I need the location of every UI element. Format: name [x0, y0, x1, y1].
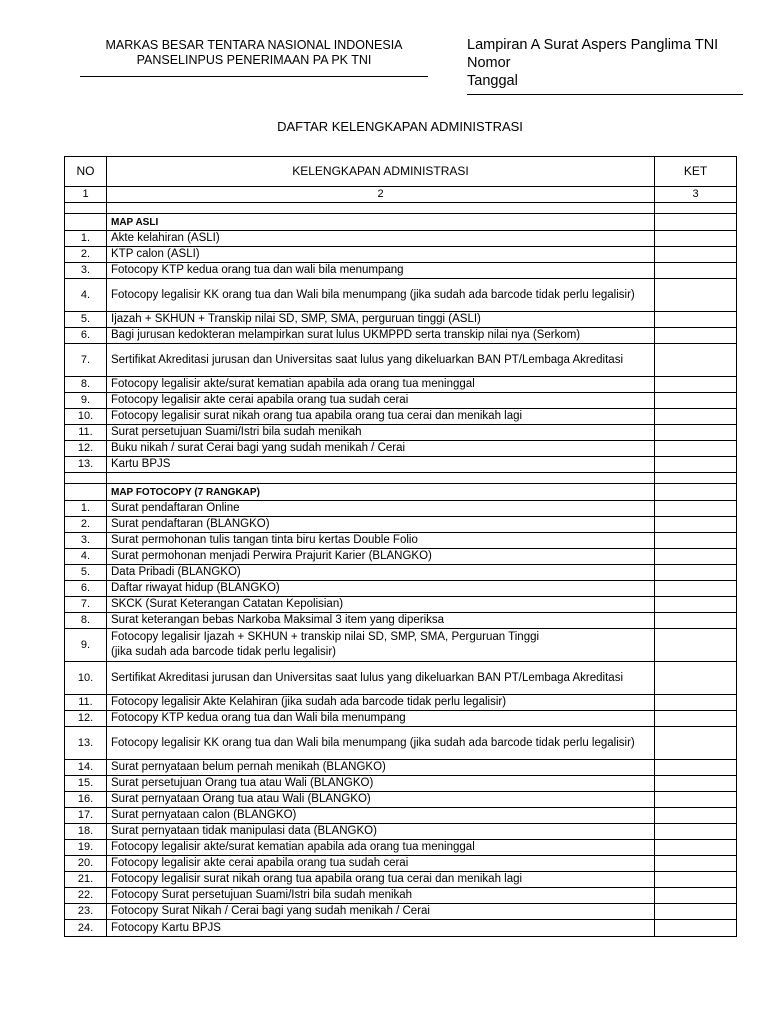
table-row	[65, 792, 737, 808]
row-ket[interactable]	[655, 328, 737, 344]
row-ket[interactable]	[655, 263, 737, 279]
row-ket[interactable]	[655, 727, 737, 760]
row-ket[interactable]	[655, 533, 737, 549]
row-number: 24.	[65, 920, 107, 937]
row-number: 8.	[65, 377, 107, 393]
table-row	[65, 425, 737, 441]
row-number: 3.	[65, 533, 107, 549]
row-ket[interactable]	[655, 581, 737, 597]
row-ket[interactable]	[655, 808, 737, 824]
table-row	[65, 629, 737, 662]
attachment-label: Lampiran A Surat Aspers Panglima TNI	[467, 37, 719, 53]
row-ket[interactable]	[655, 409, 737, 425]
section-title: MAP FOTOCOPY (7 RANGKAP)	[107, 484, 655, 501]
row-ket[interactable]	[655, 613, 737, 629]
row-number: 7.	[65, 597, 107, 613]
row-text: Surat pendaftaran (BLANGKO)	[107, 517, 655, 533]
table-row	[65, 549, 737, 565]
row-ket[interactable]	[655, 377, 737, 393]
table-row	[65, 393, 737, 409]
index-ket: 3	[655, 187, 737, 203]
row-text: Surat pernyataan belum pernah menikah (BLANGKO)	[107, 760, 655, 776]
table-row	[65, 581, 737, 597]
org-underline	[80, 76, 428, 77]
row-number: 17.	[65, 808, 107, 824]
row-number: 4.	[65, 549, 107, 565]
table-header-row	[65, 157, 737, 187]
row-text: Surat permohonan tulis tangan tinta biru kertas Double Folio	[107, 533, 655, 549]
row-ket[interactable]	[655, 711, 737, 727]
row-text: Fotocopy KTP kedua orang tua dan wali bila menumpang	[107, 263, 655, 279]
row-text: Fotocopy legalisir KK orang tua dan Wali bila menumpang (jika sudah ada barcode tidak perlu legalisir)	[107, 279, 655, 312]
row-text: Surat keterangan bebas Narkoba Maksimal 3 item yang diperiksa	[107, 613, 655, 629]
table-row	[65, 904, 737, 920]
row-number: 18.	[65, 824, 107, 840]
row-number: 23.	[65, 904, 107, 920]
index-item: 2	[107, 187, 655, 203]
row-text: Surat pernyataan Orang tua atau Wali (BLANGKO)	[107, 792, 655, 808]
row-number: 9.	[65, 393, 107, 409]
row-number: 21.	[65, 872, 107, 888]
spacer-row	[65, 473, 737, 484]
row-number: 6.	[65, 328, 107, 344]
row-number: 1.	[65, 231, 107, 247]
row-ket[interactable]	[655, 792, 737, 808]
row-ket[interactable]	[655, 231, 737, 247]
row-number: 7.	[65, 344, 107, 377]
row-number: 14.	[65, 760, 107, 776]
row-text: Surat persetujuan Orang tua atau Wali (BLANGKO)	[107, 776, 655, 792]
row-text: Data Pribadi (BLANGKO)	[107, 565, 655, 581]
row-text: Fotocopy legalisir surat nikah orang tua apabila orang tua cerai dan menikah lagi	[107, 872, 655, 888]
table-row	[65, 824, 737, 840]
table-row	[65, 517, 737, 533]
table-row	[65, 501, 737, 517]
index-no: 1	[65, 187, 107, 203]
table-row	[65, 565, 737, 581]
table-index-row	[65, 187, 737, 203]
table-row	[65, 888, 737, 904]
row-ket[interactable]	[655, 425, 737, 441]
row-number: 6.	[65, 581, 107, 597]
row-number: 2.	[65, 247, 107, 263]
row-text	[107, 629, 655, 662]
table-row	[65, 776, 737, 792]
table-row	[65, 377, 737, 393]
row-number: 1.	[65, 501, 107, 517]
row-number: 5.	[65, 312, 107, 328]
row-ket[interactable]	[655, 517, 737, 533]
row-ket[interactable]	[655, 840, 737, 856]
table-row	[65, 808, 737, 824]
row-number: 11.	[65, 425, 107, 441]
header-no: NO	[65, 157, 107, 187]
row-ket[interactable]	[655, 920, 737, 937]
table-row	[65, 727, 737, 760]
header-item: KELENGKAPAN ADMINISTRASI	[107, 157, 655, 187]
table-row	[65, 344, 737, 377]
row-text: Fotocopy legalisir akte/surat kematian apabila ada orang tua meninggal	[107, 377, 655, 393]
table-row	[65, 457, 737, 473]
row-ket[interactable]	[655, 888, 737, 904]
row-text: Surat permohonan menjadi Perwira Prajurit Karier (BLANGKO)	[107, 549, 655, 565]
table-row	[65, 695, 737, 711]
row-text-line-2: (jika sudah ada barcode tidak perlu legalisir)	[111, 646, 337, 658]
row-text: Sertifikat Akreditasi jurusan dan Universitas saat lulus yang dikeluarkan BAN PT/Lembaga Akreditasi	[107, 662, 655, 695]
row-text: Daftar riwayat hidup (BLANGKO)	[107, 581, 655, 597]
document-title: DAFTAR KELENGKAPAN ADMINISTRASI	[277, 119, 523, 134]
row-ket[interactable]	[655, 872, 737, 888]
section-title: MAP ASLI	[107, 214, 655, 231]
row-text: Fotocopy KTP kedua orang tua dan Wali bila menumpang	[107, 711, 655, 727]
row-text: Sertifikat Akreditasi jurusan dan Universitas saat lulus yang dikeluarkan BAN PT/Lembaga Akreditasi	[107, 344, 655, 377]
row-ket[interactable]	[655, 695, 737, 711]
row-ket[interactable]	[655, 247, 737, 263]
row-text-line-1: Fotocopy legalisir Ijazah + SKHUN + transkip nilai SD, SMP, SMA, Perguruan Tinggi	[111, 631, 540, 643]
row-text: KTP calon (ASLI)	[107, 247, 655, 263]
row-number: 16.	[65, 792, 107, 808]
row-number: 10.	[65, 662, 107, 695]
table-row	[65, 597, 737, 613]
table-row	[65, 328, 737, 344]
row-number: 3.	[65, 263, 107, 279]
table-row	[65, 441, 737, 457]
nomor-label: Nomor	[467, 55, 511, 71]
row-text: Bagi jurusan kedokteran melampirkan surat lulus UKMPPD serta transkip nilai nya (Serkom)	[107, 328, 655, 344]
row-ket[interactable]	[655, 824, 737, 840]
table-row	[65, 533, 737, 549]
org-line-1: MARKAS BESAR TENTARA NASIONAL INDONESIA	[105, 38, 403, 52]
row-text: Fotocopy legalisir akte cerai apabila orang tua sudah cerai	[107, 856, 655, 872]
tanggal-underline	[467, 94, 743, 95]
row-ket[interactable]	[655, 597, 737, 613]
table-row	[65, 312, 737, 328]
row-ket[interactable]	[655, 501, 737, 517]
row-text: Ijazah + SKHUN + Transkip nilai SD, SMP, SMA, perguruan tinggi (ASLI)	[107, 312, 655, 328]
header-organization	[80, 38, 428, 77]
row-text: Surat pernyataan calon (BLANGKO)	[107, 808, 655, 824]
row-number: 9.	[65, 629, 107, 662]
checklist-table	[64, 156, 737, 937]
row-text: Fotocopy legalisir akte cerai apabila orang tua sudah cerai	[107, 393, 655, 409]
row-ket[interactable]	[655, 565, 737, 581]
row-ket[interactable]	[655, 549, 737, 565]
row-number: 20.	[65, 856, 107, 872]
row-ket[interactable]	[655, 629, 737, 662]
section-title-row	[65, 484, 737, 501]
row-number: 19.	[65, 840, 107, 856]
row-text: Kartu BPJS	[107, 457, 655, 473]
row-ket[interactable]	[655, 904, 737, 920]
table-row	[65, 840, 737, 856]
row-ket[interactable]	[655, 760, 737, 776]
row-text: SKCK (Surat Keterangan Catatan Kepolisian)	[107, 597, 655, 613]
table-row	[65, 920, 737, 937]
row-text: Fotocopy Surat persetujuan Suami/Istri bila sudah menikah	[107, 888, 655, 904]
row-text: Surat pernyataan tidak manipulasi data (BLANGKO)	[107, 824, 655, 840]
spacer-row	[65, 203, 737, 214]
row-text: Fotocopy legalisir akte/surat kematian apabila ada orang tua meninggal	[107, 840, 655, 856]
row-ket[interactable]	[655, 441, 737, 457]
table-row	[65, 263, 737, 279]
row-ket[interactable]	[655, 776, 737, 792]
row-number: 12.	[65, 711, 107, 727]
section-title-row	[65, 214, 737, 231]
row-text: Surat persetujuan Suami/Istri bila sudah menikah	[107, 425, 655, 441]
row-number: 15.	[65, 776, 107, 792]
table-row	[65, 856, 737, 872]
row-number: 13.	[65, 457, 107, 473]
table-row	[65, 711, 737, 727]
table-row	[65, 662, 737, 695]
header-ket: KET	[655, 157, 737, 187]
row-text: Buku nikah / surat Cerai bagi yang sudah menikah / Cerai	[107, 441, 655, 457]
row-text: Surat pendaftaran Online	[107, 501, 655, 517]
table-row	[65, 247, 737, 263]
row-number: 12.	[65, 441, 107, 457]
row-number: 11.	[65, 695, 107, 711]
row-number: 8.	[65, 613, 107, 629]
row-number: 2.	[65, 517, 107, 533]
row-text: Fotocopy Surat Nikah / Cerai bagi yang sudah menikah / Cerai	[107, 904, 655, 920]
table-row	[65, 279, 737, 312]
table-row	[65, 409, 737, 425]
row-number: 5.	[65, 565, 107, 581]
table-row	[65, 872, 737, 888]
row-number: 13.	[65, 727, 107, 760]
row-ket[interactable]	[655, 457, 737, 473]
row-text: Fotocopy legalisir KK orang tua dan Wali bila menumpang (jika sudah ada barcode tidak perlu legalisir)	[107, 727, 655, 760]
row-text: Akte kelahiran (ASLI)	[107, 231, 655, 247]
header-attachment	[467, 36, 743, 95]
row-ket[interactable]	[655, 393, 737, 409]
tanggal-label: Tanggal	[467, 73, 518, 89]
row-number: 10.	[65, 409, 107, 425]
table-row	[65, 231, 737, 247]
table-row	[65, 760, 737, 776]
row-text: Fotocopy legalisir surat nikah orang tua apabila orang tua cerai dan menikah lagi	[107, 409, 655, 425]
row-ket[interactable]	[655, 344, 737, 377]
row-ket[interactable]	[655, 856, 737, 872]
row-ket[interactable]	[655, 312, 737, 328]
row-ket[interactable]	[655, 662, 737, 695]
table-row	[65, 613, 737, 629]
org-line-2: PANSELINPUS PENERIMAAN PA PK TNI	[136, 53, 372, 67]
row-number: 22.	[65, 888, 107, 904]
row-number: 4.	[65, 279, 107, 312]
row-text: Fotocopy legalisir Akte Kelahiran (jika sudah ada barcode tidak perlu legalisir)	[107, 695, 655, 711]
row-ket[interactable]	[655, 279, 737, 312]
row-text: Fotocopy Kartu BPJS	[107, 920, 655, 937]
